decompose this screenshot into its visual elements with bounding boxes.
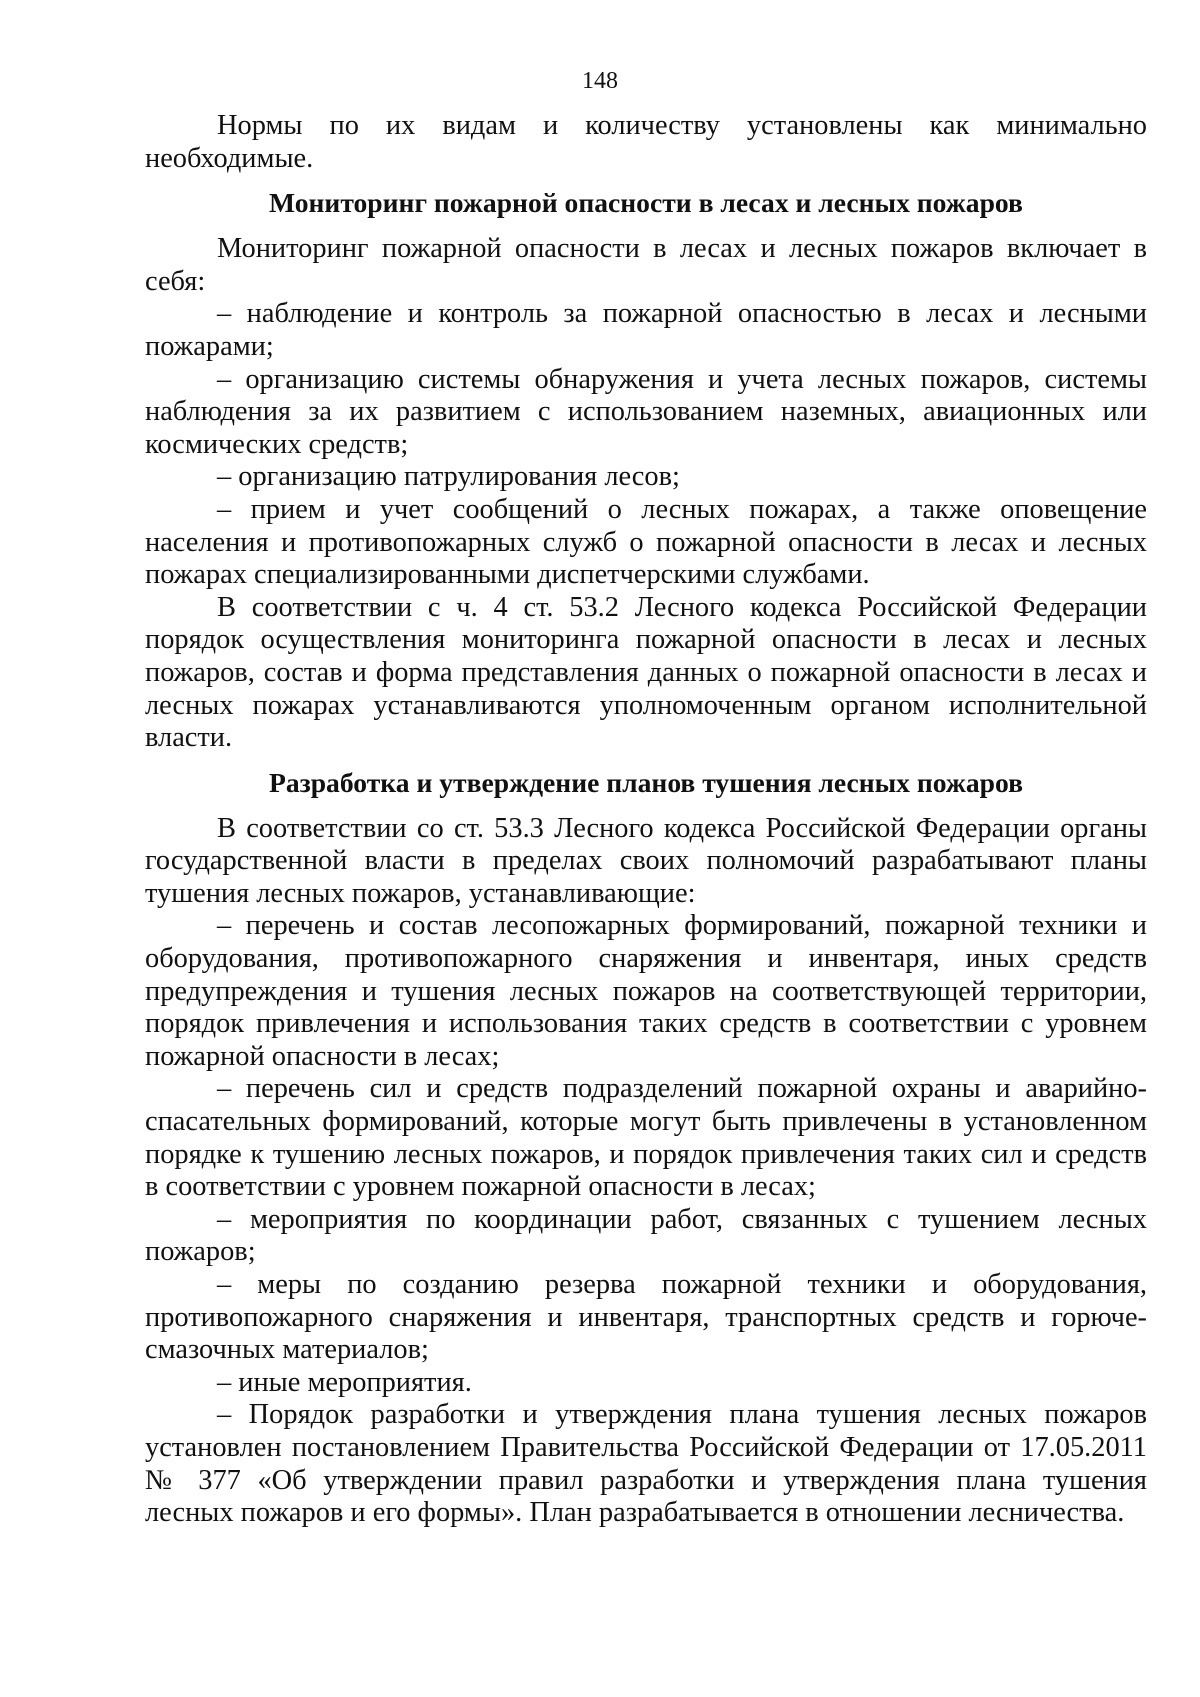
paragraph-monitoring-intro: Мониторинг пожарной опасности в лесах и лесных пожаров включает в себя: bbox=[145, 233, 1147, 297]
list-item-reports: – прием и учет сообщений о лесных пожарах, а также оповещение населения и противопожарных служб о пожарной опасности в лесах и лесных пожарах специализированными диспетчерскими службами. bbox=[145, 493, 1147, 591]
list-item-forces: – перечень сил и средств подразделений пожарной охраны и аварийно-спасательных формирований, которые могут быть привлечены в установленном порядке к тушению лесных пожаров, и порядок привлечения таких сил и средств в соответствии с уровнем пожарной опасности в лесах; bbox=[145, 1073, 1147, 1203]
list-item-procedure: – Порядок разработки и утверждения плана тушения лесных пожаров установлен постановлением Правительства Российской Федерации от 17.05.2011 № 377 «Об утверждении правил разработки и утверждения плана тушения лесных пожаров и его формы». План разрабатывается в отношении лесничества. bbox=[145, 1399, 1147, 1529]
list-item-patrolling: – организацию патрулирования лесов; bbox=[217, 461, 680, 493]
page-body bbox=[145, 110, 1147, 1530]
paragraph-article-53-2: В соответствии с ч. 4 ст. 53.2 Лесного кодекса Российской Федерации порядок осуществления мониторинга пожарной опасности в лесах и лесных пожаров, состав и форма представления данных о пожарной опасности в лесах и лесных пожарах устанавливаются уполномоченным органом исполнительной власти. bbox=[145, 591, 1147, 754]
heading-extinguishing-plans: Разработка и утверждение планов тушения лесных пожаров bbox=[268, 766, 1024, 798]
list-item-coordination: – мероприятия по координации работ, связанных с тушением лесных пожаров; bbox=[145, 1203, 1147, 1268]
heading-fire-monitoring: Мониторинг пожарной опасности в лесах и лесных пожаров bbox=[269, 187, 1023, 219]
page-number: 148 bbox=[582, 68, 618, 94]
list-item-reserve: – меры по созданию резерва пожарной техники и оборудования, противопожарного снаряжения и инвентаря, транспортных средств и горюче-смазочных материалов; bbox=[145, 1269, 1147, 1366]
paragraph-article-53-3: В соответствии со ст. 53.3 Лесного кодекса Российской Федерации органы государственной власти в пределах своих полномочий разрабатывают планы тушения лесных пожаров, устанавливающие: bbox=[145, 812, 1147, 909]
list-item-formations: – перечень и состав лесопожарных формирований, пожарной техники и оборудования, противопожарного снаряжения и инвентаря, иных средств предупреждения и тушения лесных пожаров на соответствующей территории, порядок привлечения и использования таких средств в соответствии с уровнем пожарной опасности в лесах; bbox=[145, 910, 1147, 1072]
list-item-other-measures: – иные мероприятия. bbox=[217, 1366, 472, 1398]
paragraph-norms: Нормы по их видам и количеству установлены как минимально необходимые. bbox=[145, 110, 1147, 174]
list-item-detection-system: – организацию системы обнаружения и учета лесных пожаров, системы наблюдения за их развитием с использованием наземных, авиационных или космических средств; bbox=[145, 363, 1147, 460]
list-item-observation: – наблюдение и контроль за пожарной опасностью в лесах и лесными пожарами; bbox=[145, 298, 1147, 362]
